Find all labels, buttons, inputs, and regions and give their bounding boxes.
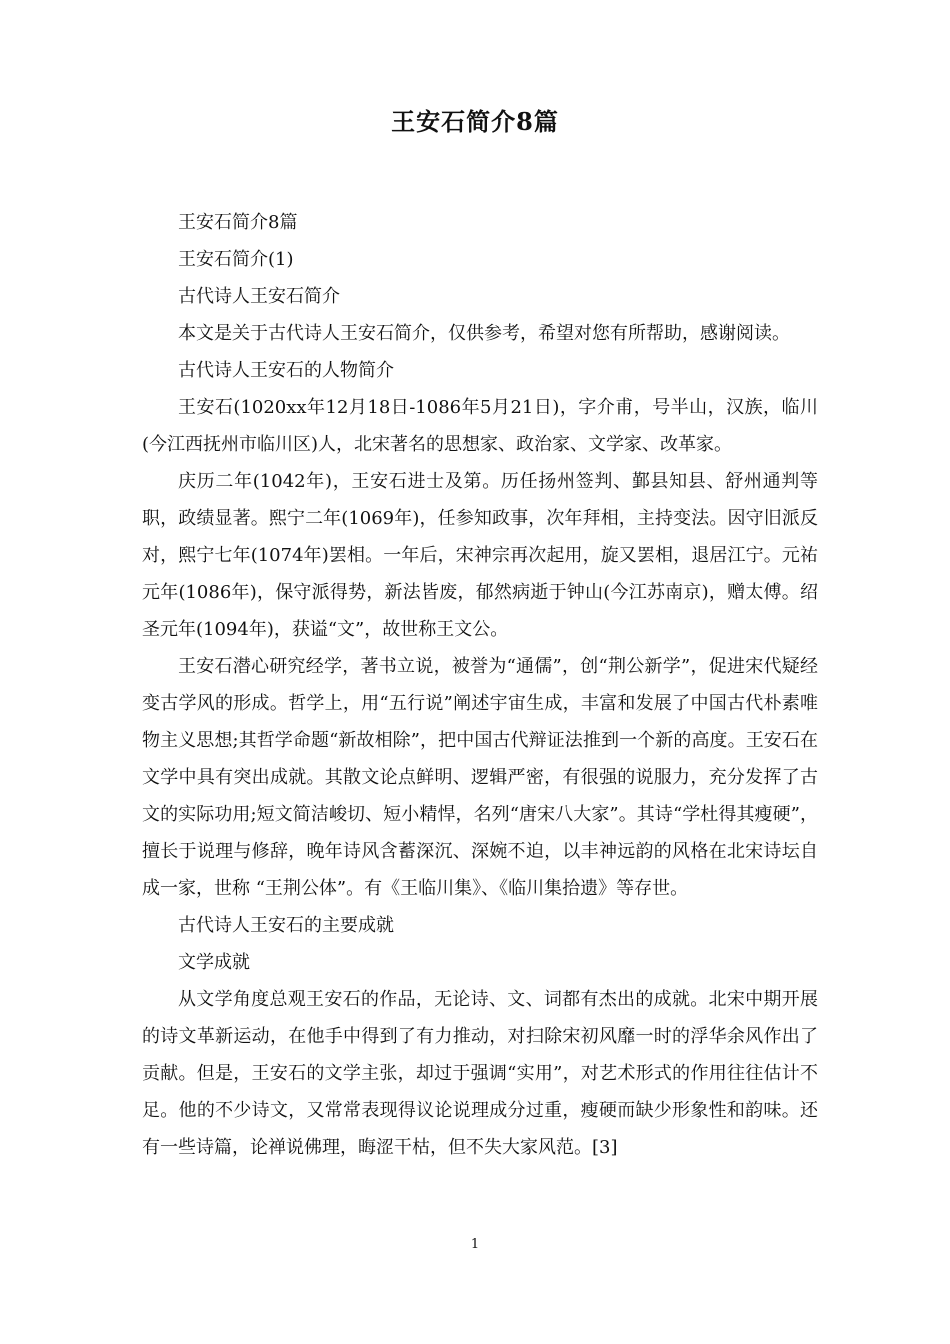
page-number: 1 xyxy=(470,1237,480,1252)
paragraph: 王安石简介(1) xyxy=(178,249,294,270)
paragraph: 王安石潜心研究经学，著书立说，被誉为“通儒”，创“荆公新学”，促进宋代疑经变古学风的形成。哲学上，用“五行说”阐述宇宙生成，丰富和发展了中国古代朴素唯物主义思想;其哲学命题“新故相除”，把中国古代辩证法推到一个新的高度。王安石在文学中具有突出成就。其散文论点鲜明、逻辑严密，有很强的说服力，充分发挥了古文的实际功用;短文简洁峻切、短小精悍，名列“唐宋八大家”。其诗“学杜得其瘦硬”，擅长于说理与修辞，晚年诗风含蓄深沉、深婉不迫，以丰神远韵的风格在北宋诗坛自成一家，世称 “王荆公体”。有《王临川集》、《临川集拾遗》等存世。 xyxy=(142,656,818,899)
document-title: 王安石简介8篇 xyxy=(391,107,559,136)
paragraph: 王安石简介8篇 xyxy=(178,212,298,233)
paragraph: 古代诗人王安石简介 xyxy=(178,286,340,307)
paragraph: 古代诗人王安石的人物简介 xyxy=(178,360,394,381)
document-body xyxy=(142,204,818,1166)
paragraph: 王安石(1020xx年12月18日-1086年5月21日)，字介甫，号半山，汉族，临川(今江西抚州市临川区)人，北宋著名的思想家、政治家、文学家、改革家。 xyxy=(142,397,818,455)
paragraph: 文学成就 xyxy=(178,952,250,973)
paragraph: 庆历二年(1042年)，王安石进士及第。历任扬州签判、鄞县知县、舒州通判等职，政绩显著。熙宁二年(1069年)，任参知政事，次年拜相，主持变法。因守旧派反对，熙宁七年(1074年)罢相。一年后，宋神宗再次起用，旋又罢相，退居江宁。元祐元年(1086年)，保守派得势，新法皆废，郁然病逝于钟山(今江苏南京)，赠太傅。绍圣元年(1094年)，获谥“文”，故世称王文公。 xyxy=(142,471,818,640)
paragraph: 古代诗人王安石的主要成就 xyxy=(178,915,394,936)
paragraph: 从文学角度总观王安石的作品，无论诗、文、词都有杰出的成就。北宋中期开展的诗文革新运动，在他手中得到了有力推动，对扫除宋初风靡一时的浮华余风作出了贡献。但是，王安石的文学主张，却过于强调“实用”，对艺术形式的作用往往估计不足。他的不少诗文，又常常表现得议论说理成分过重，瘦硬而缺少形象性和韵味。还有一些诗篇，论禅说佛理，晦涩干枯，但不失大家风范。[3] xyxy=(142,989,818,1158)
paragraph: 本文是关于古代诗人王安石简介，仅供参考，希望对您有所帮助，感谢阅读。 xyxy=(178,323,790,344)
